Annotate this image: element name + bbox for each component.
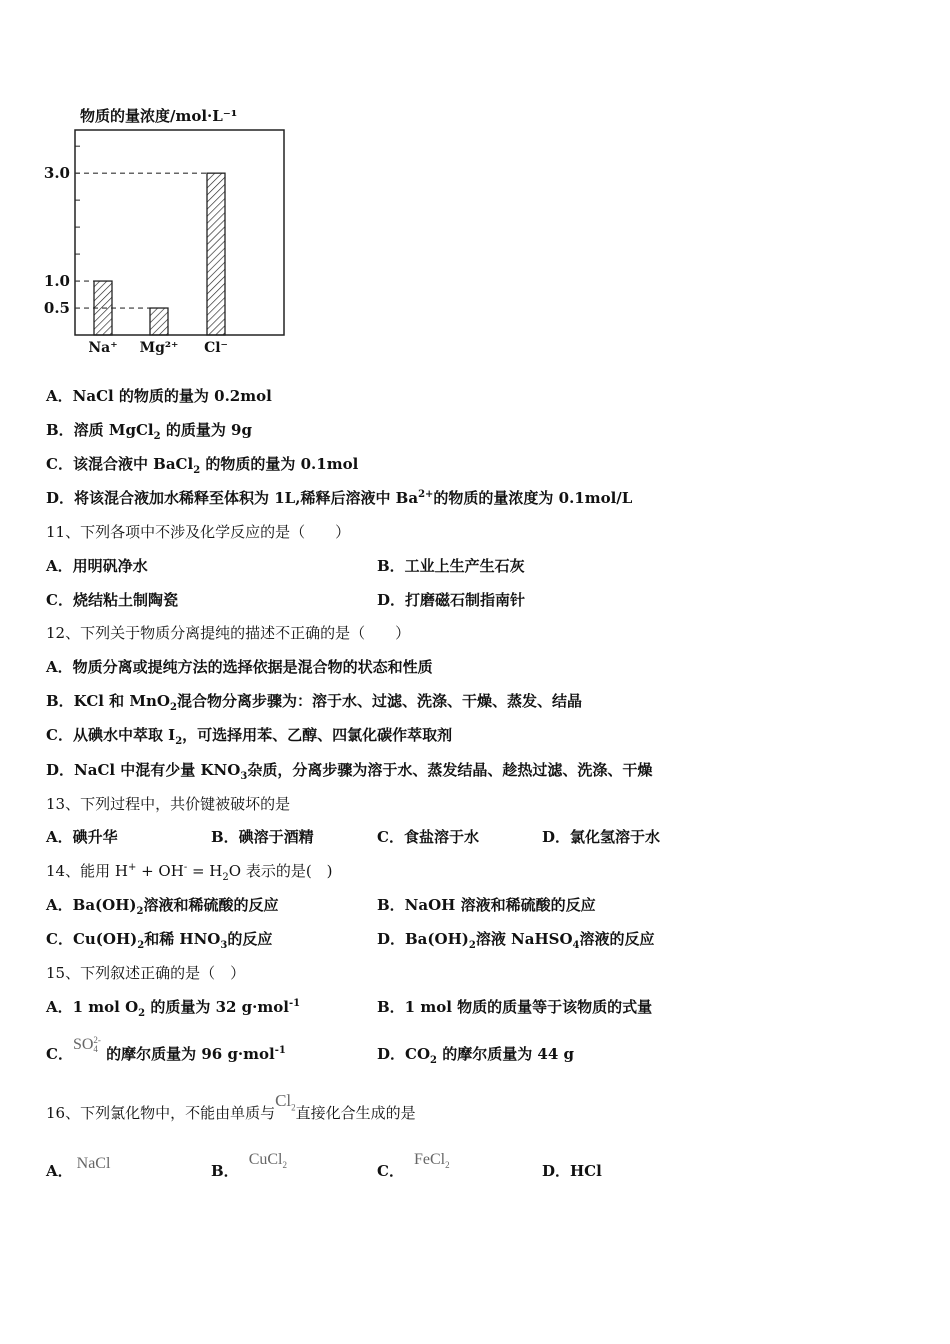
concentration-bar-chart bbox=[40, 100, 300, 370]
q10-option-a: A．NaCl 的物质的量为 0.2mol bbox=[46, 387, 272, 405]
q12-option-b: B．KCl 和 MnO$_2$混合物分离步骤为：溶于水、过滤、洗涤、干燥、蒸发、结晶 bbox=[46, 692, 582, 713]
x-label-2: Cl⁻ bbox=[204, 340, 228, 356]
q10-option-b: B．溶质 MgCl$_2$ 的质量为 9g bbox=[46, 421, 252, 442]
q11-option-c: C．烧结粘土制陶瓷 bbox=[46, 591, 178, 609]
q12-option-d: D．NaCl 中混有少量 $KNO_3$杂质，分离步骤为溶于水、蒸发结晶、趁热过滤、洗涤、干燥 bbox=[46, 761, 653, 782]
fecl2-formula: FeCl$_2$ bbox=[413, 1151, 450, 1171]
q15-option-c: C．SO 2- 4 的摩尔质量为 96 g·mol$^{-1}$ bbox=[46, 1035, 286, 1063]
x-tick-labels bbox=[88, 340, 228, 356]
bar-1 bbox=[150, 308, 168, 335]
chart-title: 物质的量浓度/mol·L⁻¹ bbox=[80, 107, 238, 125]
bar-group bbox=[94, 173, 225, 335]
bar-2 bbox=[207, 173, 225, 335]
y-label-0: 0.5 bbox=[43, 299, 70, 318]
q16-option-d: D．HCl bbox=[542, 1162, 602, 1180]
q14-stem: 14、能用 $H^+ + OH^- = H_2O$ 表示的是( ) bbox=[46, 862, 333, 883]
q14-option-b: B．NaOH 溶液和稀硫酸的反应 bbox=[377, 896, 596, 914]
y-label-2: 3.0 bbox=[43, 164, 70, 183]
chlorine-formula: $Cl_2$ bbox=[275, 1091, 296, 1113]
y-tick-labels bbox=[44, 164, 70, 317]
q13-option-c: C．食盐溶于水 bbox=[377, 828, 479, 846]
q16-option-b: B．CuCl$_2$ bbox=[211, 1151, 287, 1180]
sulfate-formula: SO 2- 4 bbox=[72, 1035, 101, 1055]
q11-option-b: B．工业上生产生石灰 bbox=[377, 557, 525, 575]
q13-option-d: D．氯化氢溶于水 bbox=[542, 828, 661, 846]
q13-option-b: B．碘溶于酒精 bbox=[211, 828, 314, 846]
q14-option-d: D．$Ba(OH)_2$溶液 NaHSO$_4$溶液的反应 bbox=[377, 930, 655, 951]
q15-option-b: B．1 mol 物质的质量等于该物质的式量 bbox=[377, 998, 653, 1016]
q14-option-a: A．$Ba(OH)_2$溶液和稀硫酸的反应 bbox=[46, 896, 279, 917]
q11-option-a: A．用明矾净水 bbox=[46, 557, 148, 575]
q12-option-c: C．从碘水中萃取 $I_2$，可选择用苯、乙醇、四氯化碳作萃取剂 bbox=[46, 726, 453, 747]
nacl-formula: NaCl bbox=[76, 1155, 111, 1172]
q12-stem: 12、下列关于物质分离提纯的描述不正确的是（ ） bbox=[46, 624, 411, 642]
y-label-1: 1.0 bbox=[43, 272, 70, 291]
q16-stem: 16、下列氯化物中，不能由单质与$Cl_2$直接化合生成的是 bbox=[46, 1091, 416, 1122]
q11-option-d: D．打磨磁石制指南针 bbox=[377, 591, 526, 609]
q15-option-d: D．$CO_2$ 的摩尔质量为 44 g bbox=[377, 1045, 575, 1066]
cucl2-formula: CuCl$_2$ bbox=[248, 1151, 287, 1171]
x-label-0: Na⁺ bbox=[88, 340, 118, 356]
bar-0 bbox=[94, 281, 112, 335]
q15-stem: 15、下列叙述正确的是（ ） bbox=[46, 964, 246, 982]
q16-option-c: C．FeCl$_2$ bbox=[377, 1151, 450, 1180]
q11-stem: 11、下列各项中不涉及化学反应的是（ ） bbox=[46, 523, 351, 541]
q15-option-a: A．1 mol $O_2$ 的质量为 32 g·mol$^{-1}$ bbox=[46, 998, 301, 1019]
q10-option-c: C．该混合液中 BaCl$_2$ 的物质的量为 0.1mol bbox=[46, 455, 359, 476]
q16-option-a: A． NaCl bbox=[46, 1155, 111, 1180]
q14-option-c: C．$Cu(OH)_2$和稀 $HNO_3$的反应 bbox=[46, 930, 273, 951]
q10-option-d: D．将该混合液加水稀释至体积为 1L,稀释后溶液中 $Ba^{2+}$的物质的量浓度为 0.1mol/L bbox=[46, 489, 633, 507]
q12-option-a: A．物质分离或提纯方法的选择依据是混合物的状态和性质 bbox=[46, 658, 433, 676]
q13-stem: 13、下列过程中，共价键被破坏的是 bbox=[46, 795, 291, 813]
x-label-1: Mg²⁺ bbox=[139, 340, 179, 356]
q13-option-a: A．碘升华 bbox=[46, 828, 118, 846]
